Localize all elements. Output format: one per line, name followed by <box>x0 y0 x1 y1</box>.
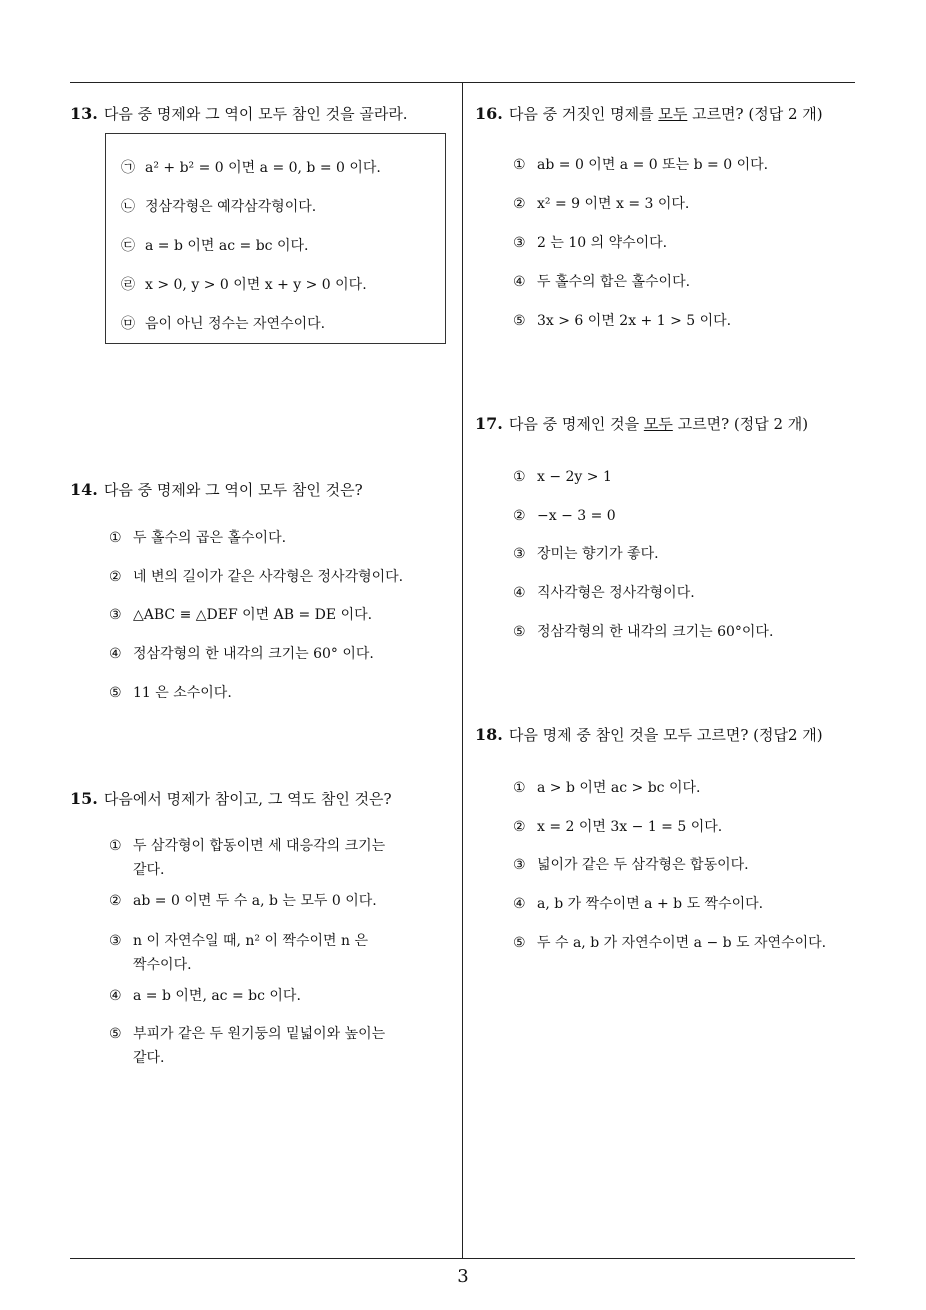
question-13 <box>70 104 408 124</box>
statement-marker: ㉣ <box>121 277 135 293</box>
answer-option[interactable] <box>513 931 826 955</box>
bottom-rule <box>70 1258 855 1259</box>
question-17 <box>475 414 808 434</box>
statement-marker: ㉢ <box>121 238 135 254</box>
option-text: 두 삼각형이 합동이면 세 대응각의 크기는 <box>133 838 386 854</box>
option-marker: ② <box>109 569 122 585</box>
statement-item <box>121 234 308 258</box>
statements-box <box>105 133 446 344</box>
statement-item <box>121 156 381 180</box>
option-text: 3x > 6 이면 2x + 1 > 5 이다. <box>537 313 732 329</box>
answer-option[interactable] <box>109 603 372 627</box>
option-text: 넓이가 같은 두 삼각형은 합동이다. <box>537 857 749 873</box>
option-marker: ① <box>513 780 526 796</box>
option-marker: ④ <box>109 988 122 1004</box>
option-marker: ③ <box>109 607 122 623</box>
answer-option[interactable] <box>513 581 695 605</box>
option-text: 두 수 a, b 가 자연수이면 a − b 도 자연수이다. <box>537 935 827 951</box>
option-text: a = b 이면, ac = bc 이다. <box>133 988 301 1004</box>
statement-text: a² + b² = 0 이면 a = 0, b = 0 이다. <box>145 160 381 176</box>
option-text: x = 2 이면 3x − 1 = 5 이다. <box>537 819 723 835</box>
option-marker: ⑤ <box>109 685 122 701</box>
answer-option[interactable] <box>513 542 659 566</box>
option-text: 11 은 소수이다. <box>133 685 232 701</box>
option-text: ab = 0 이면 a = 0 또는 b = 0 이다. <box>537 157 769 173</box>
question-prompt-end: 고르면? (정답 2 개) <box>672 415 809 433</box>
question-prompt: 다음 중 명제인 것을 <box>508 415 644 433</box>
statement-item <box>121 273 367 297</box>
answer-option[interactable] <box>109 834 439 882</box>
statement-text: a = b 이면 ac = bc 이다. <box>145 238 309 254</box>
statement-marker: ㉤ <box>121 316 135 332</box>
statement-item <box>121 312 325 336</box>
question-14 <box>70 480 363 500</box>
question-13-title <box>70 104 408 124</box>
option-text: 부피가 같은 두 원기둥의 밑넓이와 높이는 <box>133 1026 386 1042</box>
option-text: x − 2y > 1 <box>537 469 612 485</box>
option-text: △ABC ≡ △DEF 이면 AB = DE 이다. <box>133 607 373 623</box>
option-text: −x − 3 = 0 <box>537 508 616 524</box>
question-prompt: 다음 중 명제와 그 역이 모두 참인 것을 골라라. <box>103 105 408 123</box>
option-marker: ③ <box>513 546 526 562</box>
question-18 <box>475 725 823 745</box>
statement-item <box>121 195 316 219</box>
question-number: 17. <box>475 414 503 433</box>
statement-marker: ㉠ <box>121 160 135 176</box>
answer-option[interactable] <box>109 929 439 977</box>
answer-option[interactable] <box>109 1022 439 1070</box>
statement-marker: ㉡ <box>121 199 135 215</box>
answer-option[interactable] <box>109 526 286 550</box>
option-text: a > b 이면 ac > bc 이다. <box>537 780 701 796</box>
question-15 <box>70 789 392 809</box>
option-text: 네 변의 길이가 같은 사각형은 정사각형이다. <box>133 569 404 585</box>
option-text-continued: 짝수이다. <box>133 957 192 973</box>
option-text: 정삼각형의 한 내각의 크기는 60°이다. <box>537 624 774 640</box>
option-text-continued: 같다. <box>133 1050 165 1066</box>
answer-option[interactable] <box>513 504 616 528</box>
option-text: 두 홀수의 합은 홀수이다. <box>537 274 691 290</box>
question-16-title <box>475 104 823 124</box>
answer-option[interactable] <box>109 681 232 705</box>
page-number: 3 <box>457 1266 469 1287</box>
answer-option[interactable] <box>109 642 374 666</box>
question-prompt: 다음 중 명제와 그 역이 모두 참인 것은? <box>103 481 363 499</box>
option-marker: ⑤ <box>513 624 526 640</box>
option-text: 두 홀수의 곱은 홀수이다. <box>133 530 287 546</box>
statement-text: x > 0, y > 0 이면 x + y > 0 이다. <box>145 277 367 293</box>
option-marker: ④ <box>513 585 526 601</box>
question-14-title <box>70 480 363 500</box>
option-text: 정삼각형의 한 내각의 크기는 60° 이다. <box>133 646 374 662</box>
option-text: 2 는 10 의 약수이다. <box>537 235 668 251</box>
answer-option[interactable] <box>513 231 667 255</box>
option-marker: ⑤ <box>513 935 526 951</box>
question-number: 14. <box>70 480 98 499</box>
option-text: x² = 9 이면 x = 3 이다. <box>537 196 690 212</box>
question-prompt: 다음 명제 중 참인 것을 모두 고르면? (정답2 개) <box>508 726 823 744</box>
option-marker: ① <box>109 530 122 546</box>
option-text: ab = 0 이면 두 수 a, b 는 모두 0 이다. <box>133 893 377 909</box>
column-divider <box>462 82 463 1258</box>
answer-option[interactable] <box>109 984 301 1008</box>
option-marker: ② <box>513 196 526 212</box>
option-marker: ③ <box>513 857 526 873</box>
question-number: 16. <box>475 104 503 123</box>
question-17-title <box>475 414 808 434</box>
emphasis-underline: 모두 <box>643 415 673 433</box>
question-prompt-end: 고르면? (정답 2 개) <box>687 105 823 123</box>
answer-option[interactable] <box>109 889 377 913</box>
option-text: 장미는 향기가 좋다. <box>537 546 659 562</box>
option-marker: ③ <box>109 933 122 949</box>
option-text: a, b 가 짝수이면 a + b 도 짝수이다. <box>537 896 764 912</box>
option-marker: ② <box>513 508 526 524</box>
answer-option[interactable] <box>513 776 700 800</box>
statement-text: 정삼각형은 예각삼각형이다. <box>145 199 317 215</box>
question-16 <box>475 104 823 124</box>
option-marker: ⑤ <box>109 1026 122 1042</box>
answer-option[interactable] <box>513 153 768 177</box>
question-15-title <box>70 789 392 809</box>
option-text-continued: 같다. <box>133 862 165 878</box>
question-number: 18. <box>475 725 503 744</box>
answer-option[interactable] <box>513 892 763 916</box>
answer-option[interactable] <box>513 270 690 294</box>
option-marker: ② <box>109 893 122 909</box>
answer-option[interactable] <box>513 620 773 644</box>
option-marker: ① <box>513 157 526 173</box>
option-marker: ③ <box>513 235 526 251</box>
option-marker: ④ <box>513 896 526 912</box>
answer-option[interactable] <box>513 192 689 216</box>
option-marker: ④ <box>513 274 526 290</box>
statement-text: 음이 아닌 정수는 자연수이다. <box>145 316 326 332</box>
emphasis-underline: 모두 <box>658 105 688 123</box>
question-number: 13. <box>70 104 98 123</box>
answer-option[interactable] <box>513 465 612 489</box>
option-marker: ④ <box>109 646 122 662</box>
option-marker: ① <box>109 838 122 854</box>
option-marker: ② <box>513 819 526 835</box>
question-18-title <box>475 725 823 745</box>
answer-option[interactable] <box>513 309 731 333</box>
option-marker: ⑤ <box>513 313 526 329</box>
answer-option[interactable] <box>109 565 403 589</box>
question-number: 15. <box>70 789 98 808</box>
option-text: 직사각형은 정사각형이다. <box>537 585 695 601</box>
question-prompt: 다음에서 명제가 참이고, 그 역도 참인 것은? <box>103 790 392 808</box>
question-prompt: 다음 중 거짓인 명제를 <box>508 105 659 123</box>
answer-option[interactable] <box>513 853 749 877</box>
answer-option[interactable] <box>513 815 722 839</box>
option-marker: ① <box>513 469 526 485</box>
option-text: n 이 자연수일 때, n² 이 짝수이면 n 은 <box>133 933 369 949</box>
